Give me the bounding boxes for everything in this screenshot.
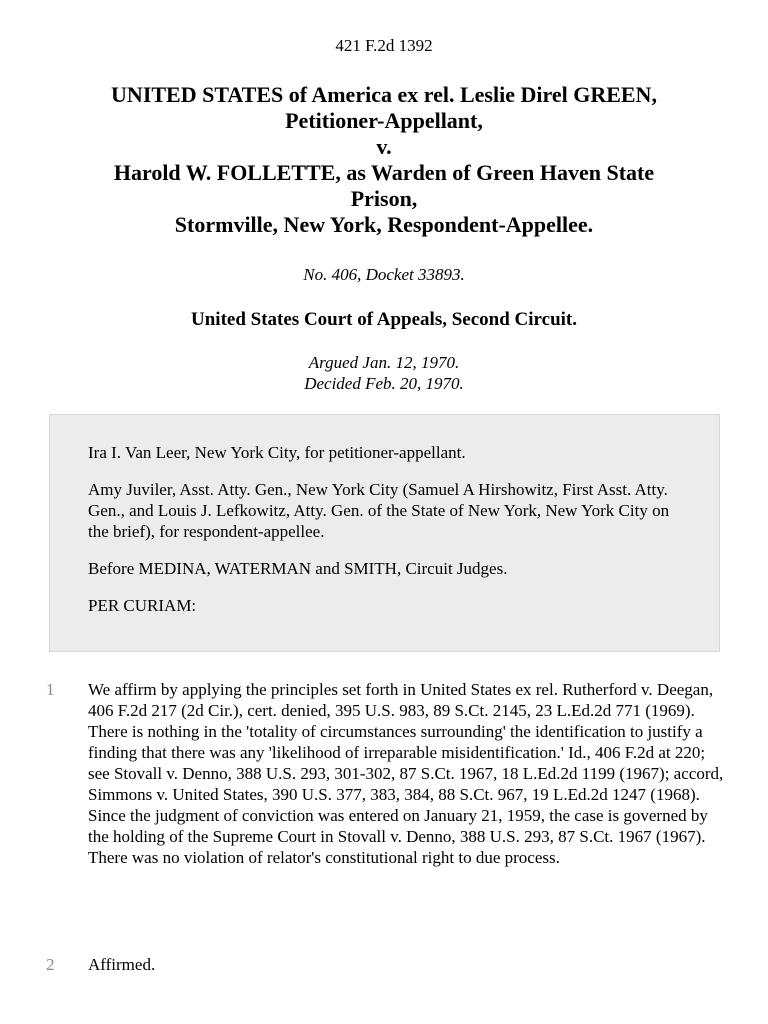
decided-date: Decided Feb. 20, 1970. <box>304 374 464 393</box>
caption-line-3: v. <box>376 134 392 159</box>
case-caption <box>40 82 728 238</box>
case-dates <box>0 352 768 394</box>
paragraph-number: 1 <box>46 680 55 699</box>
counsel-appellant: Ira I. Van Leer, New York City, for petitioner-appellant. <box>88 443 466 462</box>
counsel-appellee: Amy Juviler, Asst. Atty. Gen., New York City (Samuel A Hirshowitz, First Asst. Atty. Gen., and Louis J. Lefkowitz, Atty. Gen. of the State of New York, New York City on the brief), for respondent-appellee. <box>88 480 670 541</box>
opinion-type: PER CURIAM: <box>88 596 197 615</box>
paragraph-text: Affirmed. <box>88 955 156 974</box>
caption-line-1: UNITED STATES of America ex rel. Leslie Direl GREEN, <box>111 82 657 107</box>
bench-judges: Before MEDINA, WATERMAN and SMITH, Circuit Judges. <box>88 559 508 578</box>
caption-line-2: Petitioner-Appellant, <box>285 108 483 133</box>
caption-line-6: Stormville, New York, Respondent-Appellee. <box>174 212 594 237</box>
paragraph-text: We affirm by applying the principles set forth in United States ex rel. Rutherford v. Deegan, 406 F.2d 217 (2d Cir.), cert. denied, 395 U.S. 983, 89 S.Ct. 2145, 23 L.Ed.2d 771 (1969). There is nothing in the 'totality of circumstances surrounding' the identification to justify a finding that there was any 'likelihood of irreparable misidentification.' Id., 406 F.2d at 220; see Stovall v. Denno, 388 U.S. 293, 301-302, 87 S.Ct. 1967, 18 L.Ed.2d 1199 (1967); accord, Simmons v. United States, 390 U.S. 377, 383, 384, 88 S.Ct. 967, 19 L.Ed.2d 1247 (1968). Since the judgment of conviction was entered on January 21, 1959, the case is governed by the holding of the Supreme Court in Stovall v. Denno, 388 U.S. 293, 87 S.Ct. 1967 (1967). There was no violation of relator's constitutional right to due process. <box>88 680 724 867</box>
argued-date: Argued Jan. 12, 1970. <box>308 353 460 372</box>
headnote-box <box>49 414 720 652</box>
caption-line-5: Prison, <box>350 186 418 211</box>
caption-line-4: Harold W. FOLLETTE, as Warden of Green Haven State <box>113 160 655 185</box>
case-citation: 421 F.2d 1392 <box>335 36 433 55</box>
paragraph-number: 2 <box>46 955 55 974</box>
court-name: United States Court of Appeals, Second Circuit. <box>191 309 577 330</box>
docket-number: No. 406, Docket 33893. <box>303 265 465 284</box>
